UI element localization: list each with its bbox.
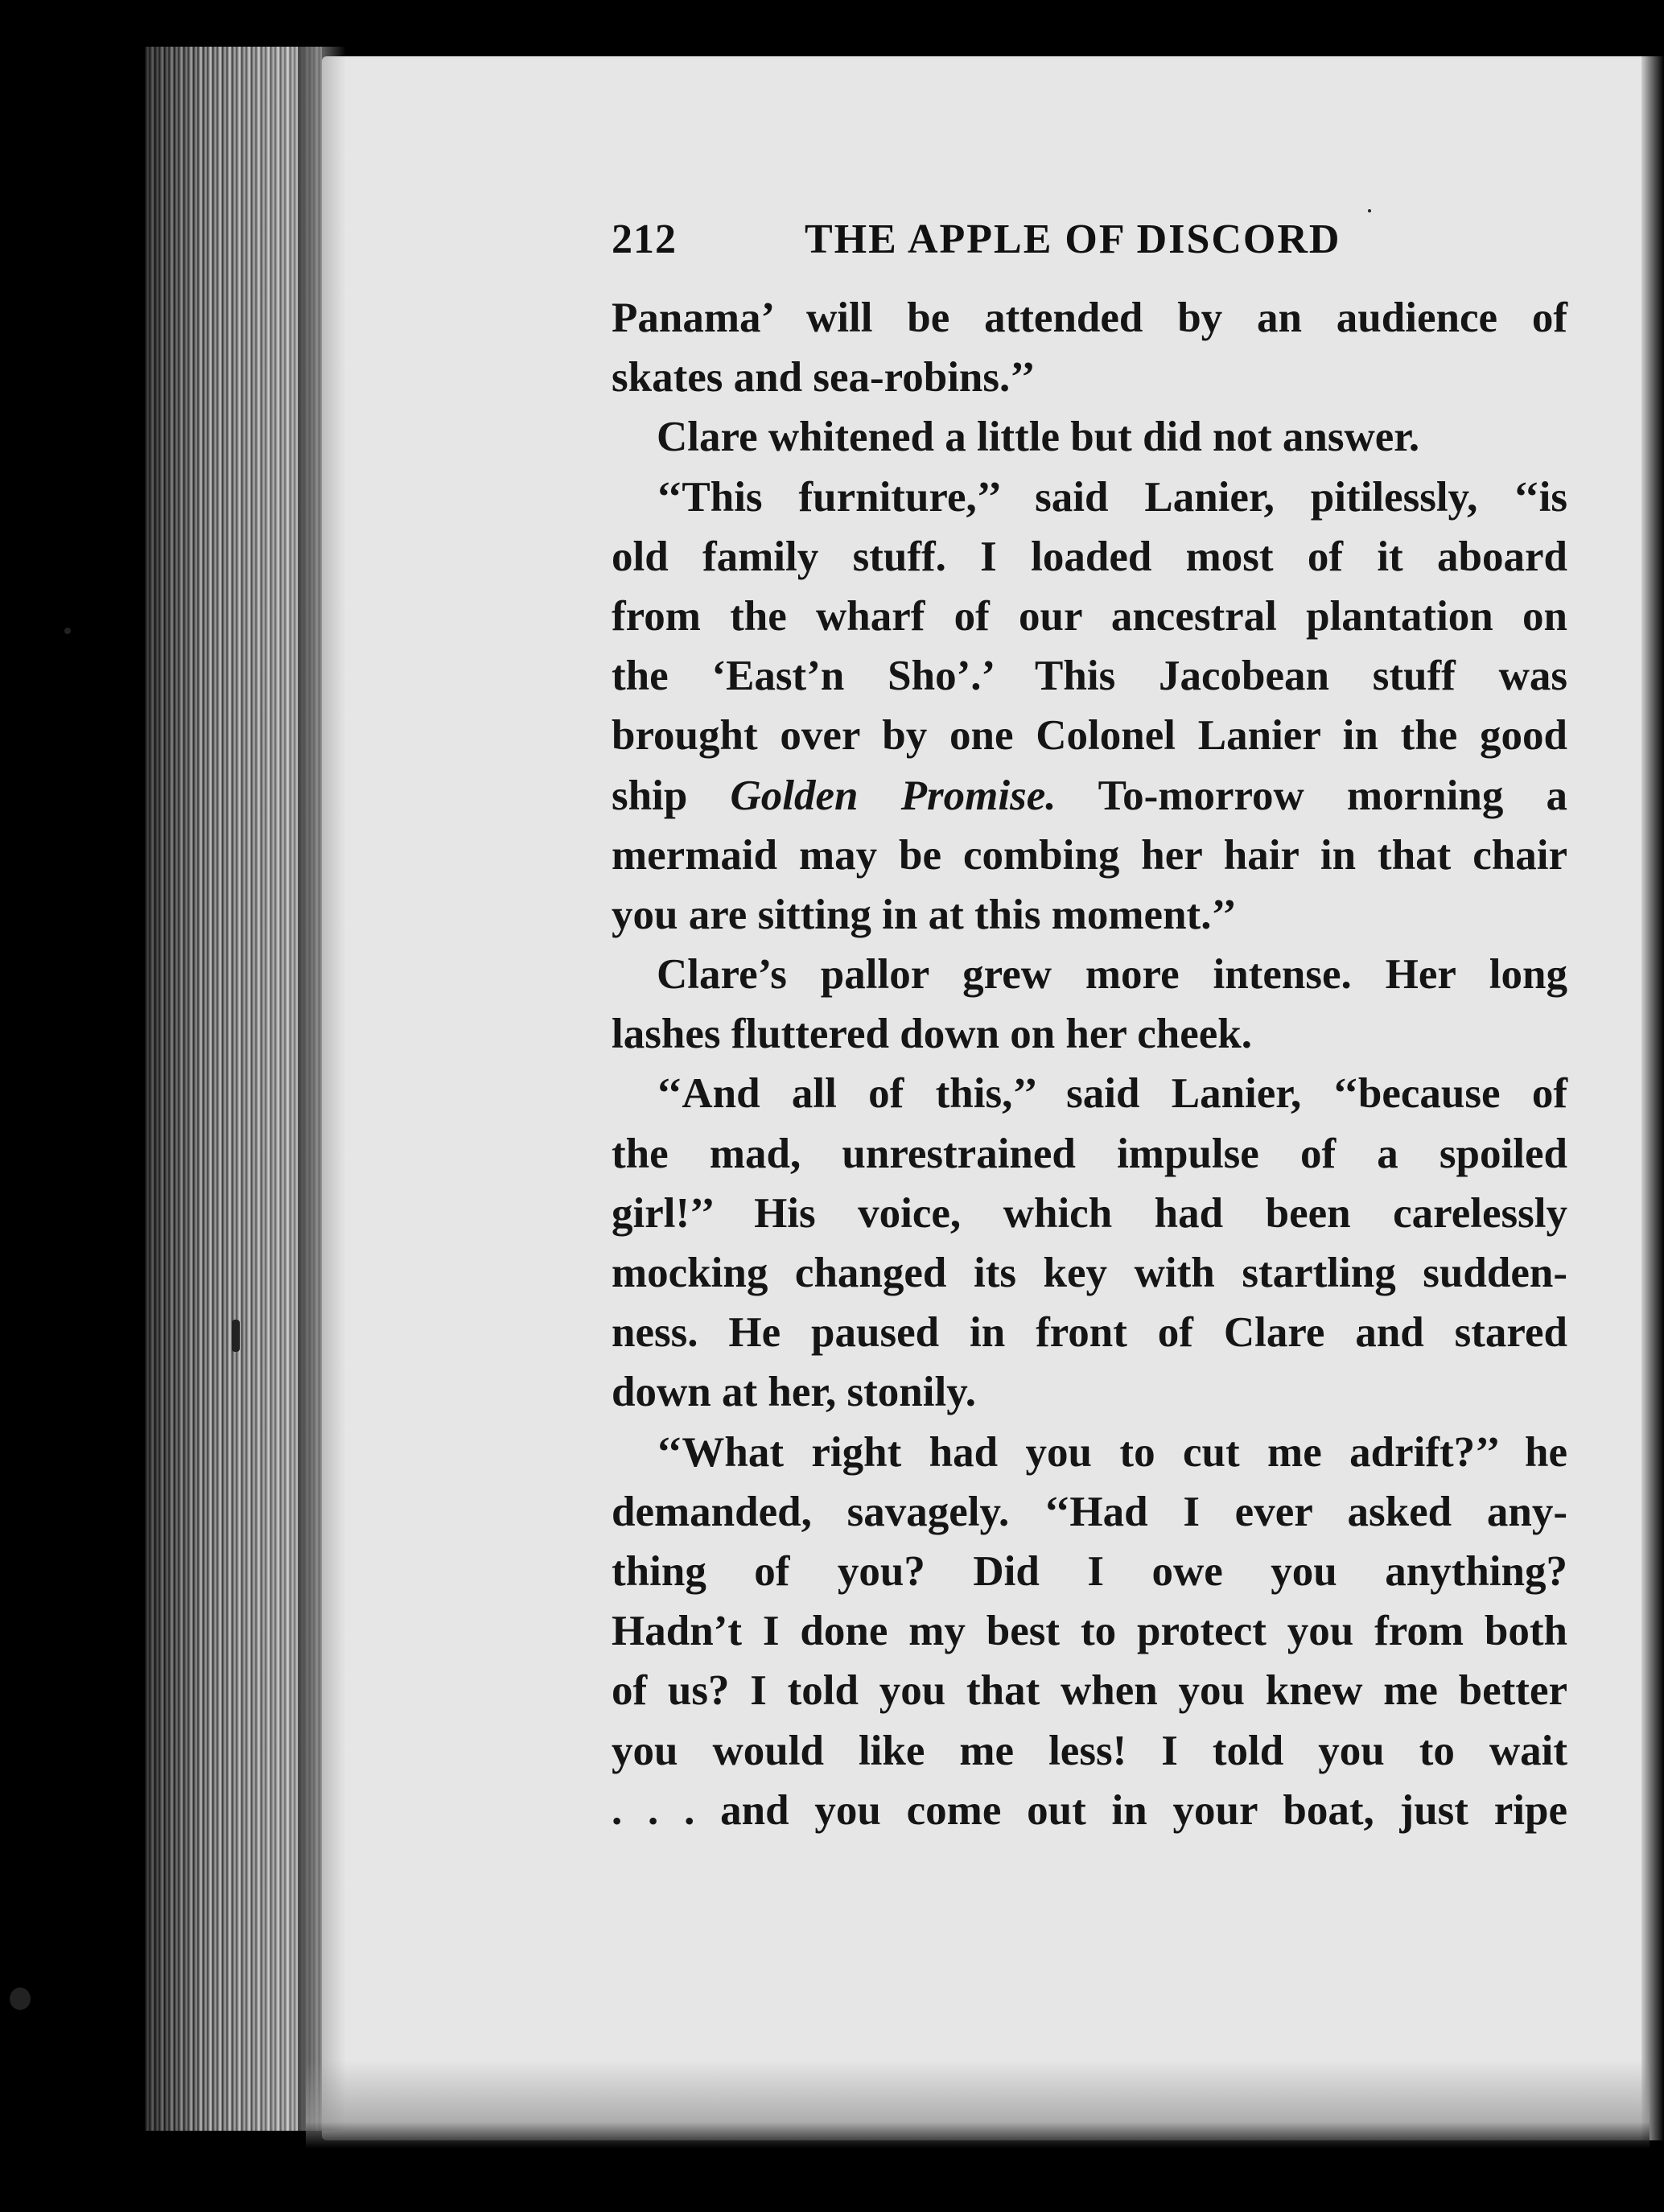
text-line: Panama’ will be attended by an audience of	[612, 295, 1567, 341]
text-line: ness. He paused in front of Clare and stared	[612, 1309, 1567, 1357]
text-line: old family stuff. I loaded most of it aboard	[612, 533, 1567, 580]
body-text	[612, 288, 1567, 1840]
text-line: Hadn’t I done my best to protect you from both	[612, 1608, 1567, 1655]
text-span: To-morrow morning a	[1056, 772, 1567, 819]
text-line: the mad, unrestrained impulse of a spoiled	[612, 1130, 1567, 1177]
running-header	[612, 216, 1561, 272]
text-line: lashes fluttered down on her cheek.	[612, 1011, 1253, 1058]
text-line: Clare whitened a little but did not answer.	[657, 414, 1420, 461]
text-line: . . . and you come out in your boat, just ripe	[612, 1786, 1567, 1834]
gutter-shadow	[298, 47, 346, 2131]
text-line: mermaid may be combing her hair in that chair	[612, 831, 1567, 879]
text-line: from the wharf of our ancestral plantation on	[612, 592, 1567, 640]
text-line: girl!’’ His voice, which had been carelessly	[612, 1189, 1567, 1237]
text-line: Clare’s pallor grew more intense. Her long	[657, 951, 1567, 999]
running-title: THE APPLE OF DISCORD	[805, 216, 1341, 262]
text-line: thing of you? Did I owe you anything?	[612, 1547, 1567, 1595]
ship-name-italic: Golden Promise.	[730, 772, 1056, 819]
book-page-edges	[145, 47, 322, 2131]
text-line: you are sitting in at this moment.’’	[612, 891, 1237, 938]
page-right-edge	[1641, 56, 1664, 2140]
text-line: the ‘East’n Sho’.’ This Jacobean stuff was	[612, 653, 1567, 700]
text-line: ‘‘What right had you to cut me adrift?’’ he	[657, 1428, 1567, 1476]
page-number: 212	[612, 216, 677, 262]
text-line: skates and sea-robins.’’	[612, 354, 1036, 402]
text-line	[612, 766, 1567, 826]
text-line: of us? I told you that when you knew me better	[612, 1667, 1567, 1715]
text-line: brought over by one Colonel Lanier in the good	[612, 712, 1567, 760]
text-span: ship	[612, 772, 731, 819]
page-bottom-shadow	[306, 2060, 1650, 2148]
text-line: demanded, savagely. ‘‘Had I ever asked any-	[612, 1488, 1567, 1535]
text-line: ‘‘And all of this,’’ said Lanier, ‘‘because of	[657, 1070, 1567, 1118]
text-line: you would like me less! I told you to wait	[612, 1727, 1567, 1774]
text-line: down at her, stonily.	[612, 1369, 977, 1416]
text-line: ‘‘This furniture,’’ said Lanier, pitilessly, ‘‘is	[657, 473, 1567, 521]
text-line: mocking changed its key with startling sudden-	[612, 1250, 1567, 1296]
